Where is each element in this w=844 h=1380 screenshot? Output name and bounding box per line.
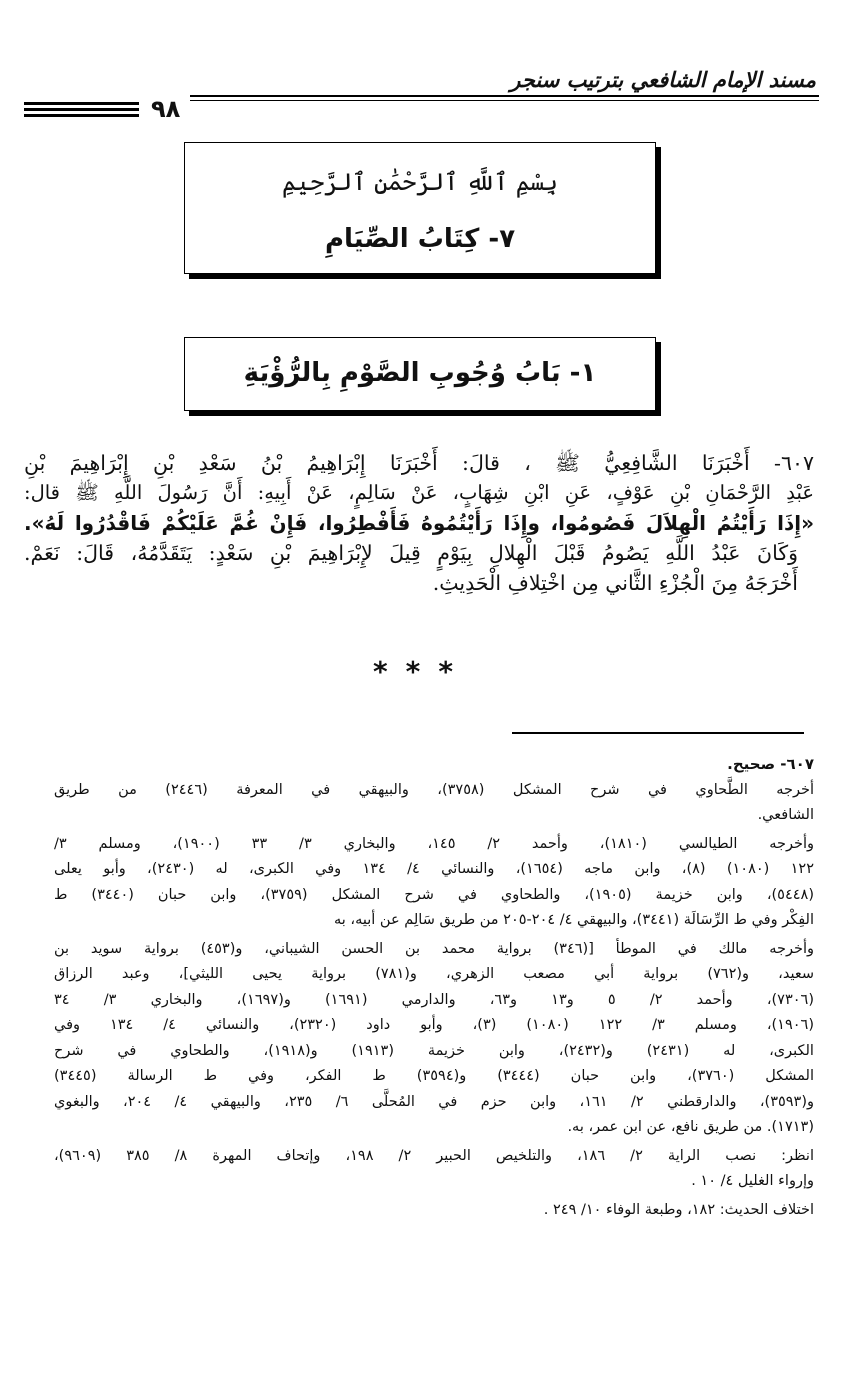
hadith-source-line: أَخْرَجَهُ مِنَ الْجُزْءِ الثَّاني مِن اخْتِلافِ الْحَدِيثِ. — [432, 571, 798, 595]
hadith-line: وَكَانَ عَبْدُ اللَّهِ يَصُومُ قَبْلَ الْهِلالِ بِيَوْمٍ قِيلَ لإِبْرَاهِيمَ بْنِ سَعْدٍ: يَتَقَدَّمُهُ، قَالَ: نَعَمْ. — [24, 541, 798, 565]
hadith-line: عَبْدِ الرَّحْمَانِ بْنِ عَوْفٍ، عَنِ ابْنِ شِهَابٍ، عَنْ سَالِمٍ، عَنْ أَبِيهِ: أَنَّ رَسُولَ اللَّهِ ﷺ قال: — [24, 481, 814, 504]
footnote-line: الفِكْر وفي ط الرِّسَالَة (٣٤٤١)، والبيهقي ٤/ ٢٠٤-٢٠٥ من طريق سَالِم عن أبيه، به — [334, 912, 814, 928]
footnote-line: (١٩٠٦)، ومسلم ٣/ ١٢٢ (١٠٨٠) (٣)، وأبو داود (٢٣٢٠)، والنسائي ٤/ ١٣٤ وفي — [54, 1017, 814, 1033]
footnote-line: الكبرى، له (٢٤٣١) و(٢٤٣٢)، وابن خزيمة (١٩١٣) و(١٩١٨)، والطحاوي في شرح — [54, 1042, 814, 1059]
hadith-text — [24, 448, 814, 598]
book-title: ٧- كِتَابُ الصِّيَامِ — [324, 224, 516, 254]
page-number: ٩٨ — [151, 95, 181, 123]
running-title: مسند الإمام الشافعي بترتيب سنجر — [510, 68, 816, 92]
footnote-line: وأخرجه الطيالسي (١٨١٠)، وأحمد ٢/ ١٤٥، والبخاري ٣/ ٣٣ (١٩٠٠)، ومسلم ٣/ — [54, 835, 814, 852]
footnote-line: المشكل (٣٧٦٠)، وابن حبان (٣٤٤٤) و(٣٥٩٤) ط الفكر، وفي ط الرسالة (٣٤٤٥) — [54, 1068, 814, 1084]
footnote-line: وأخرجه مالك في الموطأ [(٣٤٦) برواية محمد بن الحسن الشيباني، و(٤٥٣) برواية سويد بن — [54, 940, 814, 957]
footnote-line: و(٣٥٩٣)، والدارقطني ٢/ ١٦١، وابن حزم في المُحلَّى ٦/ ٢٣٥، والبيهقي ٤/ ٢٠٤، والبغوي — [54, 1093, 815, 1110]
chapter-title-box — [184, 337, 656, 411]
page-number-bars — [24, 102, 139, 117]
footnote-line: (١٧١٣). من طريق نافع، عن ابن عمر، به. — [567, 1119, 814, 1135]
footnote-line: أخرجه الطَّحاوي في شرح المشكل (٣٧٥٨)، والبيهقي في المعرفة (٢٤٤٦) من طريق — [54, 781, 814, 798]
section-divider-stars: *** — [373, 655, 471, 688]
footnote-line: وإرواء الغليل ٤/ ١٠ . — [691, 1173, 814, 1189]
footnote-rule — [512, 732, 804, 734]
footnote-line: انظر: نصب الراية ٢/ ١٨٦، والتلخيص الحبير ٢/ ١٩٨، وإتحاف المهرة ٨/ ٣٨٥ (٩٦٠٩)، — [54, 1147, 814, 1164]
footnote-line: ١٢٢ (١٠٨٠) (٨)، وابن ماجه (١٦٥٤)، والنسائي ٤/ ١٣٤ وفي الكبرى، له (٢٤٣٠)، وأبو يعلى — [54, 861, 814, 877]
footnote-line: الشافعي. — [757, 807, 814, 823]
basmala: بِسْمِ ٱللَّهِ ٱلرَّحْمَٰنِ ٱلرَّحِيمِ — [281, 168, 558, 196]
footnote-line: (٥٤٤٨)، وابن خزيمة (١٩٠٥)، والطحاوي في شرح المشكل (٣٧٥٩)، وابن حبان (٣٤٤٠) ط — [54, 886, 814, 903]
chapter-title: ١- بَابُ وُجُوبِ الصَّوْمِ بِالرُّؤْيَةِ — [243, 358, 597, 388]
hadith-prophetic-text: «إِذَا رَأَيْتُمُ الْهِلاَلَ فَصُومُوا، وإِذَا رَأَيْتُمُوهُ فَأَفْطِرُوا، فَإِنْ غُمَّ عَلَيْكُمْ فَاقْدُرُوا لَهُ». — [24, 511, 814, 535]
hadith-line: ٦٠٧- أَخْبَرَنَا الشَّافِعِيُّ ﷺ ، قالَ: أَخْبَرَنَا إِبْرَاهِيمُ بْنُ سَعْدِ بْنِ إِبْرَاهِيمَ بْنِ — [24, 451, 814, 475]
footnote-line: سعيد، و(٧٦٢) برواية أبي مصعب الزهري، و(٧٨١) برواية يحيى الليثي]، وعبد الرزاق — [54, 966, 814, 982]
page-number-block — [24, 95, 190, 123]
book-title-box — [184, 142, 656, 274]
footnotes — [54, 752, 814, 1223]
footnote-line: (٧٣٠٦)، وأحمد ٢/ ٥ و١٣ و٦٣، والدارمي (١٦٩١) و(١٦٩٧)، والبخاري ٣/ ٣٤ — [54, 991, 814, 1008]
footnote-line: اختلاف الحديث: ١٨٢، وطبعة الوفاء ١٠/ ٢٤٩ . — [543, 1201, 814, 1218]
footnote-heading: ٦٠٧- صحيح. — [727, 755, 814, 773]
